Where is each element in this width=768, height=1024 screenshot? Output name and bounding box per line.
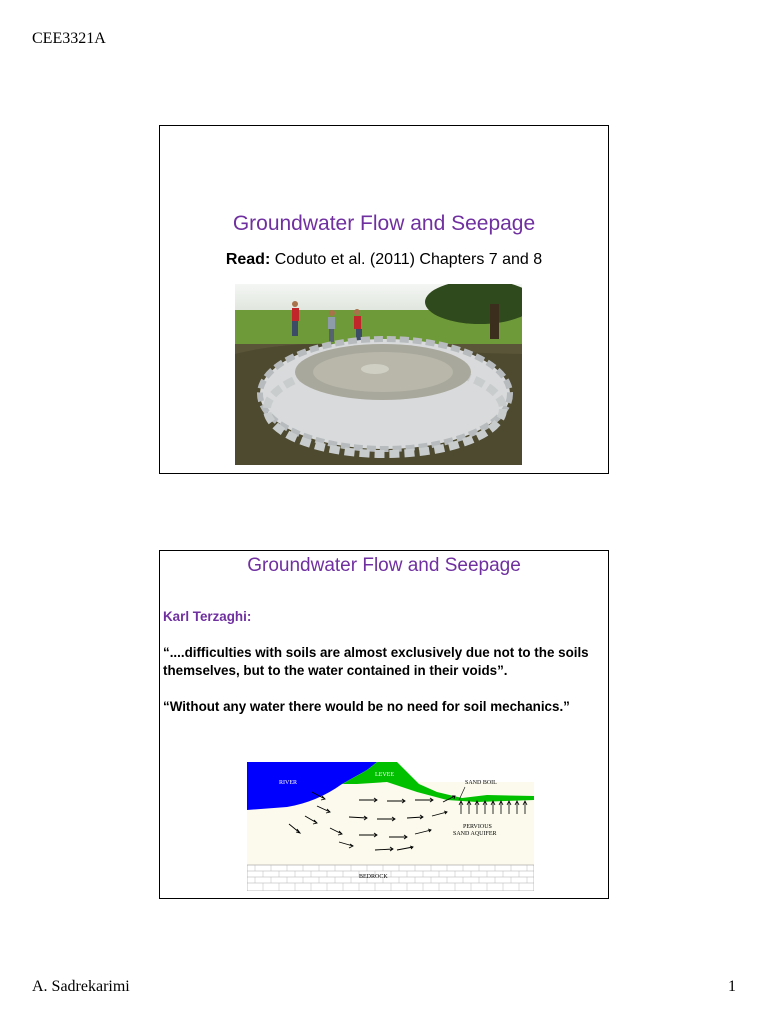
reading-assignment <box>160 251 608 269</box>
slide-1 <box>159 125 609 474</box>
sand-aquifer-label: SAND AQUIFER <box>453 831 497 837</box>
read-label: Read: <box>225 251 271 268</box>
sand-boil-photo <box>235 284 522 465</box>
bedrock-layer <box>247 865 534 891</box>
footer-author: A. Sadrekarimi <box>32 978 130 995</box>
levee-label: LEVEE <box>375 772 394 778</box>
sand-boil-label: SAND BOIL <box>465 780 497 786</box>
slide-2-body <box>163 608 604 734</box>
river-label: RIVER <box>279 780 297 786</box>
page-number: 1 <box>728 978 736 995</box>
course-code: CEE3321A <box>32 30 106 47</box>
bedrock-label: BEDROCK <box>359 874 388 880</box>
quote-1: “....difficulties with soils are almost exclusively due not to the soils themselves, but to the water contained in their voids”. <box>163 645 589 678</box>
levee-seepage-diagram <box>247 762 534 891</box>
quote-2: “Without any water there would be no need for soil mechanics.” <box>163 699 570 714</box>
upward-seepage-arrows <box>459 801 527 814</box>
pervious-label: PERVIOUS <box>463 824 492 830</box>
slide-2-title: Groundwater Flow and Seepage <box>247 555 521 576</box>
slide-2 <box>159 550 609 899</box>
read-text: Coduto et al. (2011) Chapters 7 and 8 <box>270 251 543 268</box>
slide-1-title: Groundwater Flow and Seepage <box>232 212 536 235</box>
quote-author: Karl Terzaghi: <box>163 609 252 624</box>
